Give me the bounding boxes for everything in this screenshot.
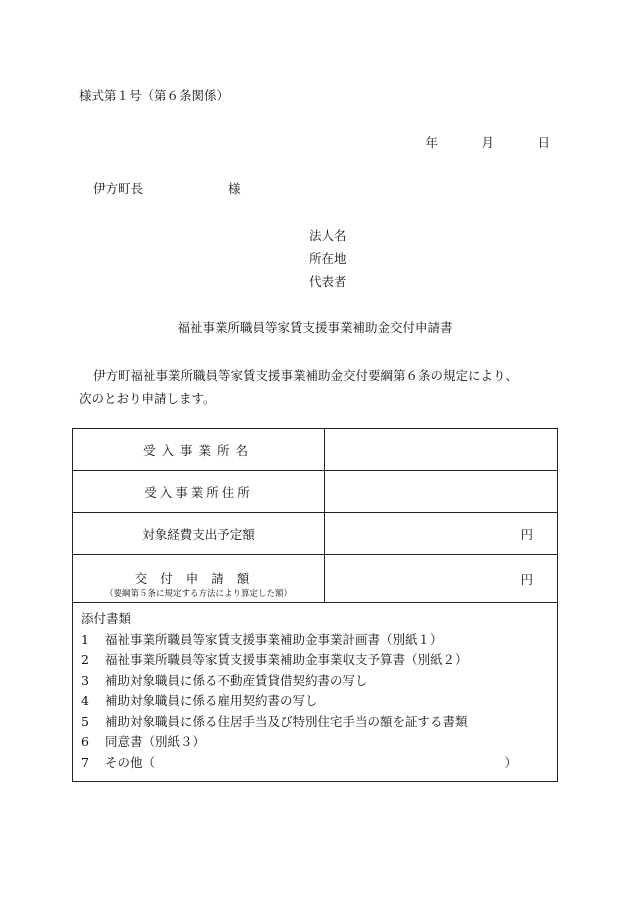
applicant-address-label: 所在地 — [309, 251, 347, 266]
facility-address-field[interactable] — [325, 471, 557, 512]
date-year-label: 年 — [425, 135, 438, 150]
row-label-facility-name: 受入事業所名 — [142, 442, 254, 458]
table-row — [73, 429, 557, 471]
addressee-name: 伊方町長 — [93, 181, 144, 196]
list-item: 7 その他（ — [81, 754, 156, 770]
attachments-heading: 添付書類 — [81, 611, 132, 626]
yen-unit: 円 — [520, 571, 533, 587]
row-label-facility-address: 受入事業所住所 — [144, 484, 253, 500]
table-row — [73, 471, 557, 513]
applicant-name-label: 法人名 — [309, 228, 347, 243]
expense-amount-field[interactable] — [325, 513, 557, 554]
table-row — [73, 555, 557, 603]
form-number: 様式第１号（第６条関係） — [79, 88, 230, 103]
row-label-expense-amount: 対象経費支出予定額 — [142, 526, 255, 542]
document-title: 福祉事業所職員等家賃支援事業補助金交付申請書 — [177, 320, 453, 335]
date-day-label: 日 — [537, 135, 550, 150]
list-item: 3 補助対象職員に係る不動産賃貸借契約書の写し — [81, 672, 368, 688]
applicant-representative-label: 代表者 — [309, 274, 347, 289]
body-line-2: 次のとおり申請します。 — [79, 391, 216, 406]
list-item: 6 同意書（別紙３） — [81, 734, 206, 749]
date-line — [425, 133, 550, 151]
list-item: 2 福祉事業所職員等家賃支援事業補助金事業収支予算書（別紙２） — [81, 652, 468, 667]
yen-unit: 円 — [520, 526, 533, 542]
date-month-label: 月 — [481, 135, 494, 150]
addressee-honorific: 様 — [228, 181, 241, 196]
grant-amount-field[interactable] — [325, 555, 557, 602]
body-text — [79, 364, 559, 410]
other-close-paren: ） — [504, 754, 517, 770]
attachments-section — [73, 603, 557, 781]
list-item: 4 補助対象職員に係る雇用契約書の写し — [81, 693, 318, 708]
application-table — [72, 428, 558, 782]
grant-amount-note: （要綱第５条に規定する方法により算定した額） — [104, 589, 292, 599]
table-row — [73, 513, 557, 555]
body-line-1: 伊方町福祉事業所職員等家賃支援事業補助金交付要綱第６条の規定により、 — [93, 368, 519, 383]
list-item: 1 福祉事業所職員等家賃支援事業補助金事業計画書（別紙１） — [81, 631, 443, 647]
list-item: 5 補助対象職員に係る住居手当及び特別住宅手当の額を証する書類 — [81, 713, 468, 729]
row-label-grant-amount: 交付申請額 — [134, 571, 263, 586]
facility-name-field[interactable] — [325, 429, 557, 470]
